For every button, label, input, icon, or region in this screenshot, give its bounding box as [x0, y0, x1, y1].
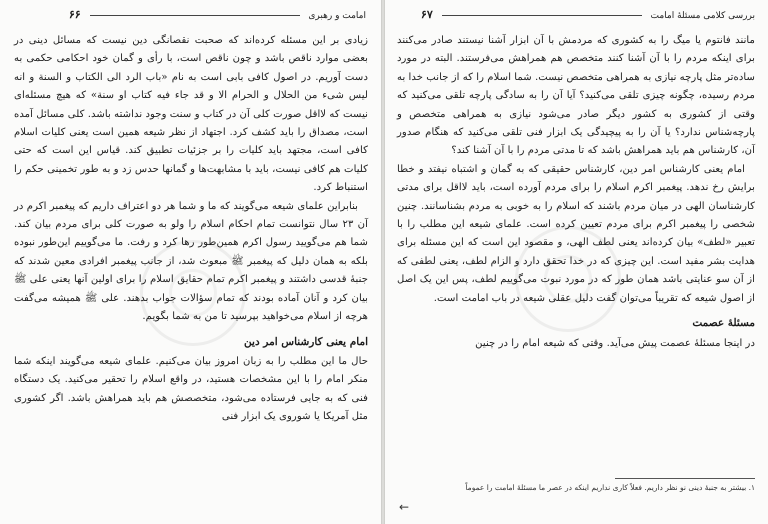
left-page-header: [14, 7, 366, 23]
right-page-header: [397, 7, 755, 23]
left-page-body: [14, 32, 368, 427]
footnote-rule: [615, 478, 755, 479]
left-page-number: ۶۶: [68, 8, 81, 21]
right-paragraph-2: امام یعنی کارشناس امر دین، کارشناس حقیقی که به گمان و اشتباه نیفتد و خطا برایش رخ ندهد. پیغمبر اکرم اسلام را برای مردم آورده است، باید لااقل برای مدتی کارشناسان الهی در میان مردم باشند که اسلام را به خوبی به مردم بشناسانند. چنین شخصی را پیغمبر اکرم برای مردم تعیین کرده است. علمای شیعه این مطلب را با تعبیر «لطف» بیان کرده‌اند یعنی لطف الهی، و مقصود این است که این مسئله برای هدایت بشر مفید است. این چیزی که در خدا تحقق دارد و الزام لطف، یعنی لطفی که از آن سو عنایتی باشد همان طور که در مورد نبوت می‌گوییم لطف، پس این یک اصل از اصول شیعه که تقریباً می‌توان گفت دلیل عقلی شیعه در باب امامت است.: [397, 163, 755, 304]
left-running-head: امامت و رهبری: [308, 11, 366, 21]
right-page-number: ۶۷: [420, 8, 433, 21]
right-section-title: مسئلهٔ عصمت: [692, 317, 755, 330]
left-paragraph-2: بنابراین علمای شیعه می‌گویند که ما و شما هر دو اعتراف داریم که پیغمبر اکرم در آن ۲۳ سال نتوانست تمام احکام اسلام را ولو به صورت کلی برای مردم بیان کند. شما هم می‌گویید رسول اکرم همین‌طور رها کرد و رفت. ما می‌گوییم این‌طور نبوده بلکه به همان دلیل که پیغمبر ﷺ مبعوث شد، از جانب پیغمبر افرادی معین شدند که جنبهٔ قدسی داشتند و پیغمبر اکرم تمام حقایق اسلام را برای اولین آنها یعنی علی ﷺ بیان کرد و آنان آماده بودند که تمام سؤالات جواب بدهند. علی ﷺ همیشه می‌گفت هرچه از اسلام می‌خواهید بپرسید تا من به شما بگویم.: [14, 200, 368, 323]
right-header-rule: [442, 15, 642, 16]
left-header-rule: [90, 15, 300, 16]
right-paragraph-1: مانند فانتوم یا میگ را به کشوری که مردمش با آن ابزار آشنا نیستند صادر می‌کنند برای اینکه مردم را با آن آشنا کنند متخصص هم همراهش می‌فرستند. البته در مورد ساده‌تر مثل پارچه نیازی به همراهی متخصص نیست. شما اسلام را که از جانب خدا به مردم رسیده، چگونه چیزی تلقی می‌کنید؟ آیا آن را به سادگی پارچه تلقی می‌کنید که وقتی از کشوری به کشور دیگر صادر می‌شود نیازی به همراهی متخصص و پارچه‌شناس ندارد؟ یا آن را به پیچیدگی یک ابزار فنی تلقی می‌کنید که هنگام صدور آن، کارشناس هم باید همراهش باشد که تا مدتی مردم را با آن آشنا کند؟: [397, 35, 755, 157]
right-page: [385, 0, 768, 524]
left-section-title: امام یعنی کارشناس امر دین: [244, 335, 368, 348]
left-paragraph-1: زیادی بر این مسئله کرده‌اند که صحبت نقصانگی دین نیست که مسائل دینی در بعضی موارد ناقص باشد و چون ناقص است، با رأی و گمان خود احکامی حکمی به دست آوریم. در اصول کافی بابی است به نام «باب الرد الی الکتاب و السنة و انه لیس شیء من الحلال و الحرام الا و قد جاء فیه کتاب او سنة» که هیچ مسئله‌ای نیست که لااقل صورت کلی آن در کتاب و سنت وجود نداشته باشد. کلی مسائل آمده است، مصداق را باید کشف کرد. اجتهاد از نظر شیعه همین است یعنی کلیات اسلام کافی است، مجتهد باید کلیات را بر جزئیات تطبیق کند. قیاس این است که حتی کلیات هم کافی نیست، باید با مشابهت‌ها و گمانها حدس زد و به طور تخمینی حکم را استنباط کرد.: [14, 35, 368, 194]
right-footnote: ۱. بیشتر به جنبهٔ دینی نو نظر داریم. فعلاً کاری نداریم اینکه در عصر ما مسئلهٔ امامت را عموماً: [465, 483, 755, 492]
right-page-body: [397, 32, 755, 353]
right-section-text: در اینجا مسئلهٔ عصمت پیش می‌آید. وقتی که شیعه امام را در چنین: [475, 337, 755, 349]
right-running-head: بررسی کلامی مسئلهٔ امامت: [650, 11, 755, 21]
left-section-text: حال ما این مطلب را به زبان امروز بیان می‌کنیم. علمای شیعه می‌گویند اینکه شما منکر امام را با این مشخصات هستید، در واقع اسلام را تحقیر می‌کنید. یک دستگاه فنی که به جایی فرستاده می‌شود، متخصصش هم باید همراهش باشد. اگر کشوری مثل آمریکا یا شوروی یک ابزار فنی: [14, 355, 368, 423]
left-page: [0, 0, 381, 524]
continuation-arrow-icon: ←: [399, 500, 410, 514]
